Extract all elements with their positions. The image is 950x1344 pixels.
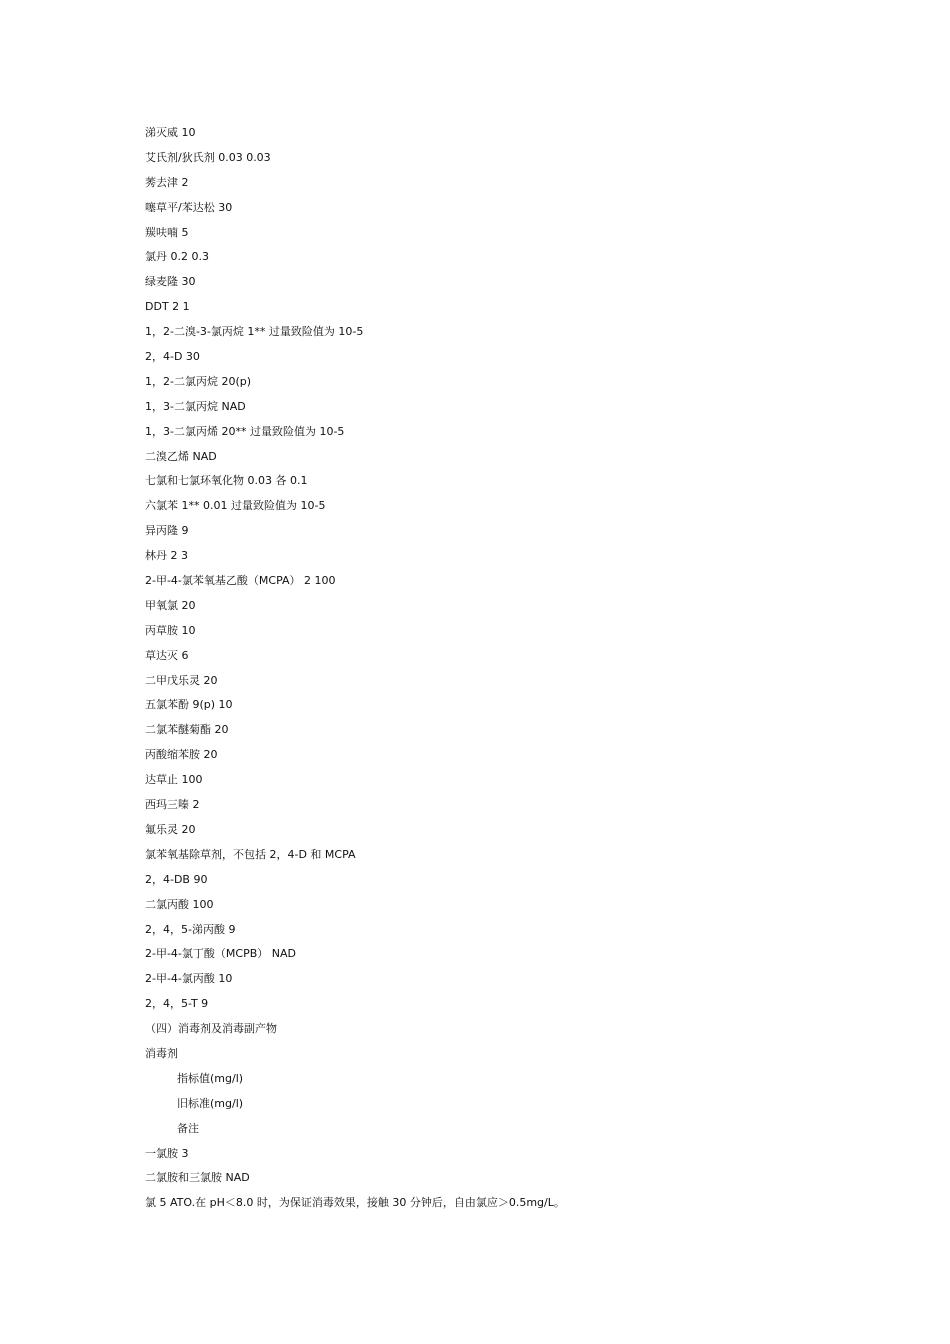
text-line: 丙草胺 10: [145, 623, 196, 637]
text-line: 氯丹 0.2 0.3: [145, 250, 209, 264]
text-line: 2，4-DB 90: [145, 872, 208, 886]
text-line: 二氯胺和三氯胺 NAD: [145, 1171, 250, 1185]
text-line: 2-甲-4-氯丙酸 10: [145, 972, 233, 986]
text-line: 丙酸缩苯胺 20: [145, 748, 218, 762]
text-line: 绿麦隆 30: [145, 275, 196, 289]
text-line: 达草止 100: [145, 773, 203, 787]
column-header: 备注: [177, 1121, 199, 1135]
text-line: 二氯苯醚菊酯 20: [145, 723, 229, 737]
text-line: 西玛三嗪 2: [145, 798, 200, 812]
text-line: 2，4，5-涕丙酸 9: [145, 922, 236, 936]
text-line: 2-甲-4-氯苯氧基乙酸（MCPA） 2 100: [145, 574, 336, 588]
text-line: 六氯苯 1** 0.01 过量致险值为 10-5: [145, 499, 326, 513]
text-line: 莠去津 2: [145, 175, 189, 189]
text-line: 二氯丙酸 100: [145, 897, 214, 911]
section-heading: （四）消毒剂及消毒副产物: [145, 1022, 277, 1036]
text-line: 2-甲-4-氯丁酸（MCPB） NAD: [145, 947, 296, 961]
text-line: 2，4，5-T 9: [145, 997, 209, 1011]
column-header: 旧标准(mg/l): [177, 1096, 244, 1110]
column-header: 指标值(mg/l): [177, 1071, 244, 1085]
text-line: 2，4-D 30: [145, 350, 200, 364]
text-line: 氯苯氧基除草剂，不包括 2，4-D 和 MCPA: [145, 847, 356, 861]
text-line: 甲氧氯 20: [145, 598, 196, 612]
text-line: 氟乐灵 20: [145, 822, 196, 836]
text-lines: [145, 123, 905, 1218]
text-line: 羰呋喃 5: [145, 225, 189, 239]
text-line: 1，2-二溴-3-氯丙烷 1** 过量致险值为 10-5: [145, 325, 364, 339]
text-line: 噻草平/苯达松 30: [145, 200, 233, 214]
text-line: 二溴乙烯 NAD: [145, 449, 217, 463]
table-label: 消毒剂: [145, 1046, 178, 1060]
text-line: 二甲戊乐灵 20: [145, 673, 218, 687]
text-line: 1，3-二氯丙烷 NAD: [145, 399, 246, 413]
text-line: DDT 2 1: [145, 300, 190, 314]
text-line: 五氯苯酚 9(p) 10: [145, 698, 233, 712]
text-line: 草达灭 6: [145, 648, 189, 662]
text-line: 1，2-二氯丙烷 20(p): [145, 374, 252, 388]
text-line: 1，3-二氯丙烯 20** 过量致险值为 10-5: [145, 424, 345, 438]
text-line: 林丹 2 3: [145, 549, 188, 563]
text-line: 异丙隆 9: [145, 524, 189, 538]
text-line: 艾氏剂/狄氏剂 0.03 0.03: [145, 150, 271, 164]
text-line: 七氯和七氯环氧化物 0.03 各 0.1: [145, 474, 308, 488]
text-line: 涕灭威 10: [145, 126, 196, 139]
text-line: 一氯胺 3: [145, 1146, 189, 1160]
text-line: 氯 5 ATO.在 pH＜8.0 时，为保证消毒效果，接触 30 分钟后，自由氯应＞0.5mg/L。: [145, 1196, 565, 1210]
